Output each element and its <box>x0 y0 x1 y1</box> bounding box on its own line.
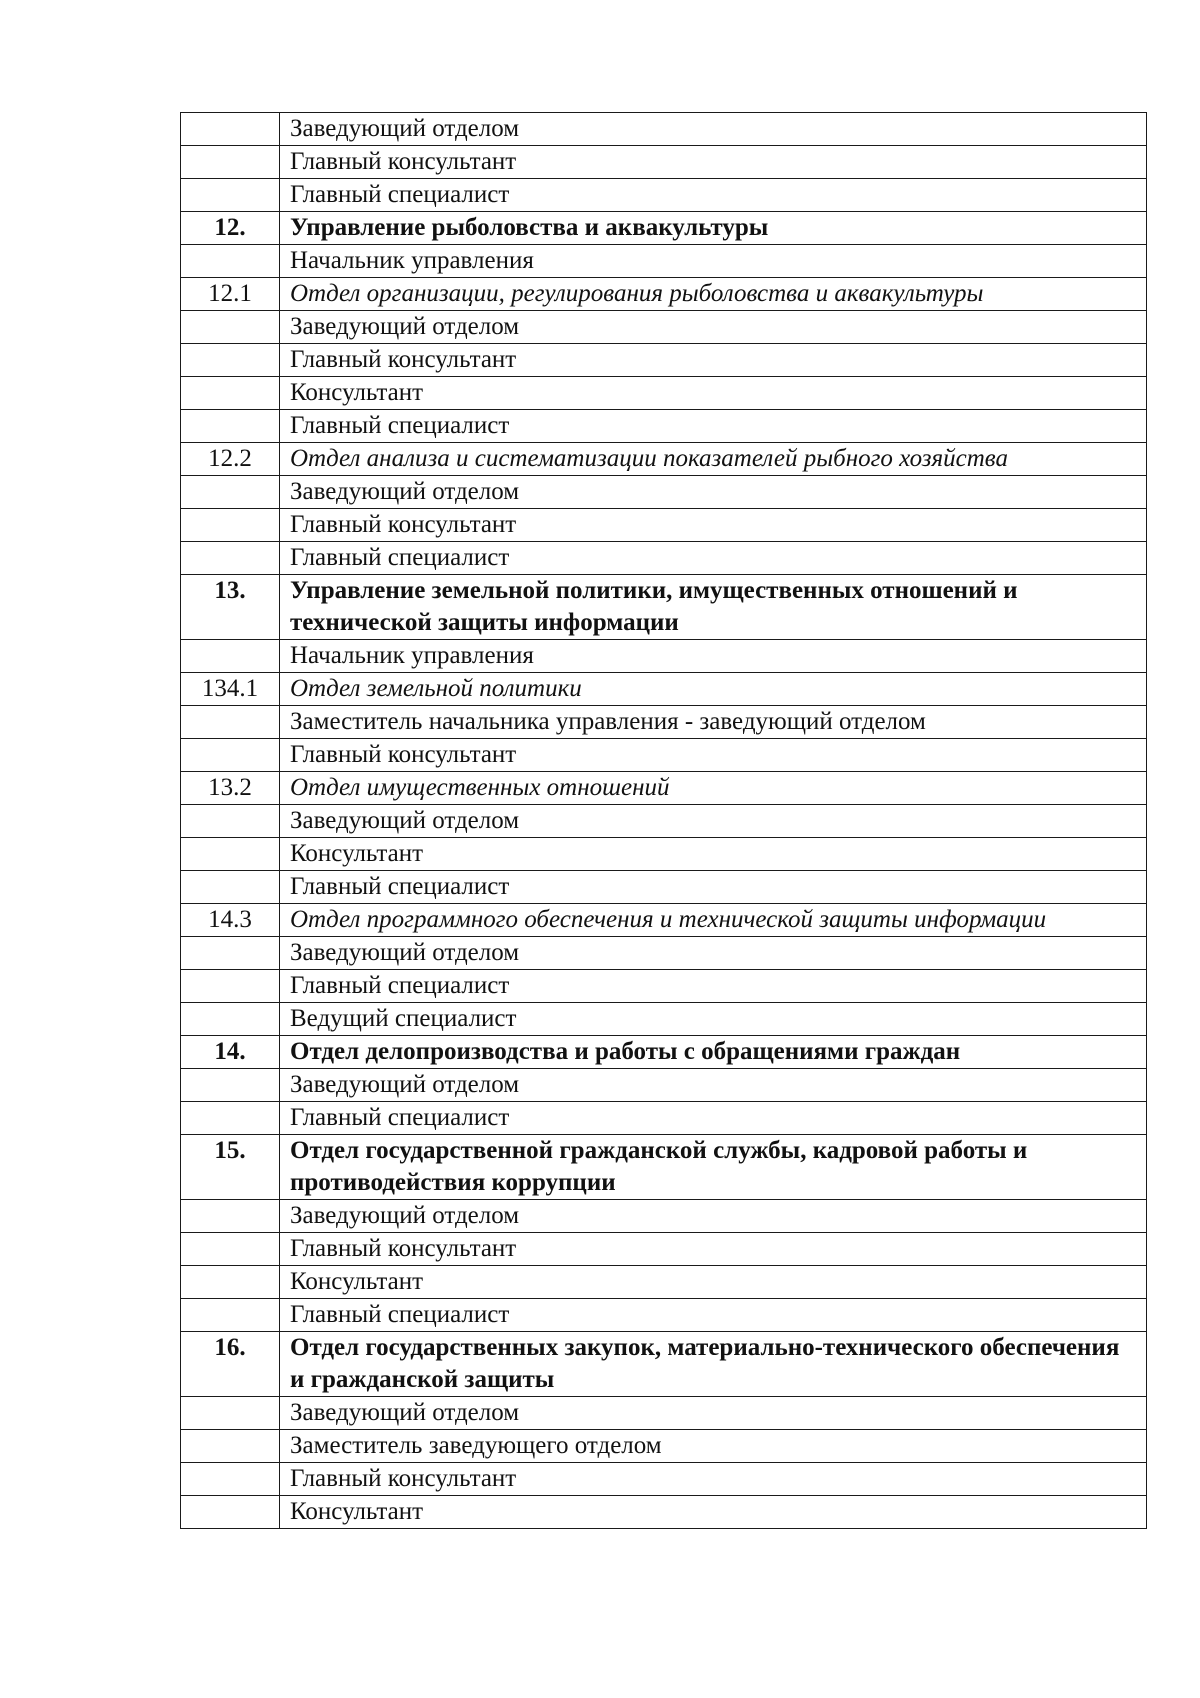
table-row <box>181 970 1147 1003</box>
section-title-cell: Отдел государственной гражданской службы, кадровой работы и противодействия коррупции <box>280 1135 1147 1200</box>
section-title-cell: Управление рыболовства и аквакультуры <box>280 212 1147 245</box>
table-row <box>181 542 1147 575</box>
subsection-title-cell: Отдел организации, регулирования рыболовства и аквакультуры <box>280 278 1147 311</box>
table-row <box>181 113 1147 146</box>
row-number-cell <box>181 377 280 410</box>
row-number-cell <box>181 1102 280 1135</box>
row-number-cell <box>181 1463 280 1496</box>
table-row <box>181 706 1147 739</box>
row-number-cell <box>181 113 280 146</box>
position-title-cell: Главный консультант <box>280 739 1147 772</box>
table-row <box>181 1069 1147 1102</box>
row-number-cell <box>181 805 280 838</box>
table-row <box>181 1299 1147 1332</box>
position-title-cell: Главный консультант <box>280 1463 1147 1496</box>
row-number-cell <box>181 1200 280 1233</box>
row-number-cell <box>181 344 280 377</box>
table-row <box>181 1463 1147 1496</box>
position-title-cell: Главный консультант <box>280 344 1147 377</box>
position-title-cell: Консультант <box>280 1496 1147 1529</box>
position-title-cell: Главный консультант <box>280 509 1147 542</box>
table-row <box>181 904 1147 937</box>
table-row <box>181 1003 1147 1036</box>
table-row <box>181 1102 1147 1135</box>
table-row <box>181 739 1147 772</box>
staff-table-body <box>181 113 1147 1529</box>
position-title-cell: Главный специалист <box>280 179 1147 212</box>
table-row <box>181 673 1147 706</box>
row-number-cell <box>181 1496 280 1529</box>
row-number-cell <box>181 1233 280 1266</box>
row-number-cell <box>181 1266 280 1299</box>
section-title-cell: Отдел делопроизводства и работы с обращениями граждан <box>280 1036 1147 1069</box>
table-row <box>181 1397 1147 1430</box>
table-row <box>181 1496 1147 1529</box>
table-row <box>181 377 1147 410</box>
position-title-cell: Главный специалист <box>280 871 1147 904</box>
position-title-cell: Начальник управления <box>280 245 1147 278</box>
row-number-cell: 14.3 <box>181 904 280 937</box>
row-number-cell <box>181 509 280 542</box>
table-row <box>181 212 1147 245</box>
section-title-cell: Управление земельной политики, имущественных отношений и технической защиты информации <box>280 575 1147 640</box>
table-row <box>181 179 1147 212</box>
subsection-title-cell: Отдел имущественных отношений <box>280 772 1147 805</box>
position-title-cell: Заведующий отделом <box>280 805 1147 838</box>
position-title-cell: Заведующий отделом <box>280 937 1147 970</box>
row-number-cell <box>181 640 280 673</box>
position-title-cell: Заведующий отделом <box>280 311 1147 344</box>
section-title-cell: Отдел государственных закупок, материально-технического обеспечения и гражданской защиты <box>280 1332 1147 1397</box>
row-number-cell <box>181 410 280 443</box>
table-row <box>181 344 1147 377</box>
table-row <box>181 245 1147 278</box>
row-number-cell <box>181 542 280 575</box>
table-row <box>181 1430 1147 1463</box>
table-row <box>181 1266 1147 1299</box>
position-title-cell: Ведущий специалист <box>280 1003 1147 1036</box>
position-title-cell: Главный специалист <box>280 410 1147 443</box>
position-title-cell: Заместитель начальника управления - заведующий отделом <box>280 706 1147 739</box>
row-number-cell <box>181 179 280 212</box>
table-row <box>181 1233 1147 1266</box>
table-row <box>181 1036 1147 1069</box>
position-title-cell: Главный специалист <box>280 1102 1147 1135</box>
table-row <box>181 443 1147 476</box>
subsection-title-cell: Отдел земельной политики <box>280 673 1147 706</box>
row-number-cell <box>181 871 280 904</box>
subsection-title-cell: Отдел программного обеспечения и технической защиты информации <box>280 904 1147 937</box>
row-number-cell <box>181 1299 280 1332</box>
position-title-cell: Главный консультант <box>280 146 1147 179</box>
row-number-cell <box>181 1397 280 1430</box>
row-number-cell: 12.2 <box>181 443 280 476</box>
table-row <box>181 575 1147 640</box>
table-row <box>181 476 1147 509</box>
row-number-cell: 12. <box>181 212 280 245</box>
table-row <box>181 838 1147 871</box>
position-title-cell: Главный специалист <box>280 542 1147 575</box>
row-number-cell <box>181 706 280 739</box>
row-number-cell: 14. <box>181 1036 280 1069</box>
row-number-cell: 15. <box>181 1135 280 1200</box>
row-number-cell <box>181 937 280 970</box>
row-number-cell: 13. <box>181 575 280 640</box>
table-row <box>181 311 1147 344</box>
table-row <box>181 410 1147 443</box>
position-title-cell: Начальник управления <box>280 640 1147 673</box>
position-title-cell: Консультант <box>280 377 1147 410</box>
position-title-cell: Консультант <box>280 1266 1147 1299</box>
table-row <box>181 509 1147 542</box>
table-row <box>181 1135 1147 1200</box>
row-number-cell <box>181 311 280 344</box>
row-number-cell <box>181 970 280 1003</box>
position-title-cell: Заведующий отделом <box>280 113 1147 146</box>
staff-table <box>180 112 1147 1529</box>
position-title-cell: Главный специалист <box>280 970 1147 1003</box>
position-title-cell: Заведующий отделом <box>280 1069 1147 1102</box>
table-row <box>181 278 1147 311</box>
row-number-cell: 134.1 <box>181 673 280 706</box>
row-number-cell <box>181 1069 280 1102</box>
position-title-cell: Консультант <box>280 838 1147 871</box>
table-row <box>181 1332 1147 1397</box>
row-number-cell <box>181 1430 280 1463</box>
table-row <box>181 772 1147 805</box>
row-number-cell: 13.2 <box>181 772 280 805</box>
position-title-cell: Заведующий отделом <box>280 1200 1147 1233</box>
row-number-cell <box>181 146 280 179</box>
position-title-cell: Заведующий отделом <box>280 476 1147 509</box>
position-title-cell: Заведующий отделом <box>280 1397 1147 1430</box>
position-title-cell: Главный специалист <box>280 1299 1147 1332</box>
row-number-cell: 16. <box>181 1332 280 1397</box>
subsection-title-cell: Отдел анализа и систематизации показателей рыбного хозяйства <box>280 443 1147 476</box>
table-row <box>181 640 1147 673</box>
row-number-cell <box>181 245 280 278</box>
table-row <box>181 1200 1147 1233</box>
row-number-cell <box>181 476 280 509</box>
table-row <box>181 937 1147 970</box>
row-number-cell: 12.1 <box>181 278 280 311</box>
row-number-cell <box>181 838 280 871</box>
row-number-cell <box>181 1003 280 1036</box>
position-title-cell: Главный консультант <box>280 1233 1147 1266</box>
position-title-cell: Заместитель заведующего отделом <box>280 1430 1147 1463</box>
table-row <box>181 146 1147 179</box>
row-number-cell <box>181 739 280 772</box>
table-row <box>181 805 1147 838</box>
table-row <box>181 871 1147 904</box>
